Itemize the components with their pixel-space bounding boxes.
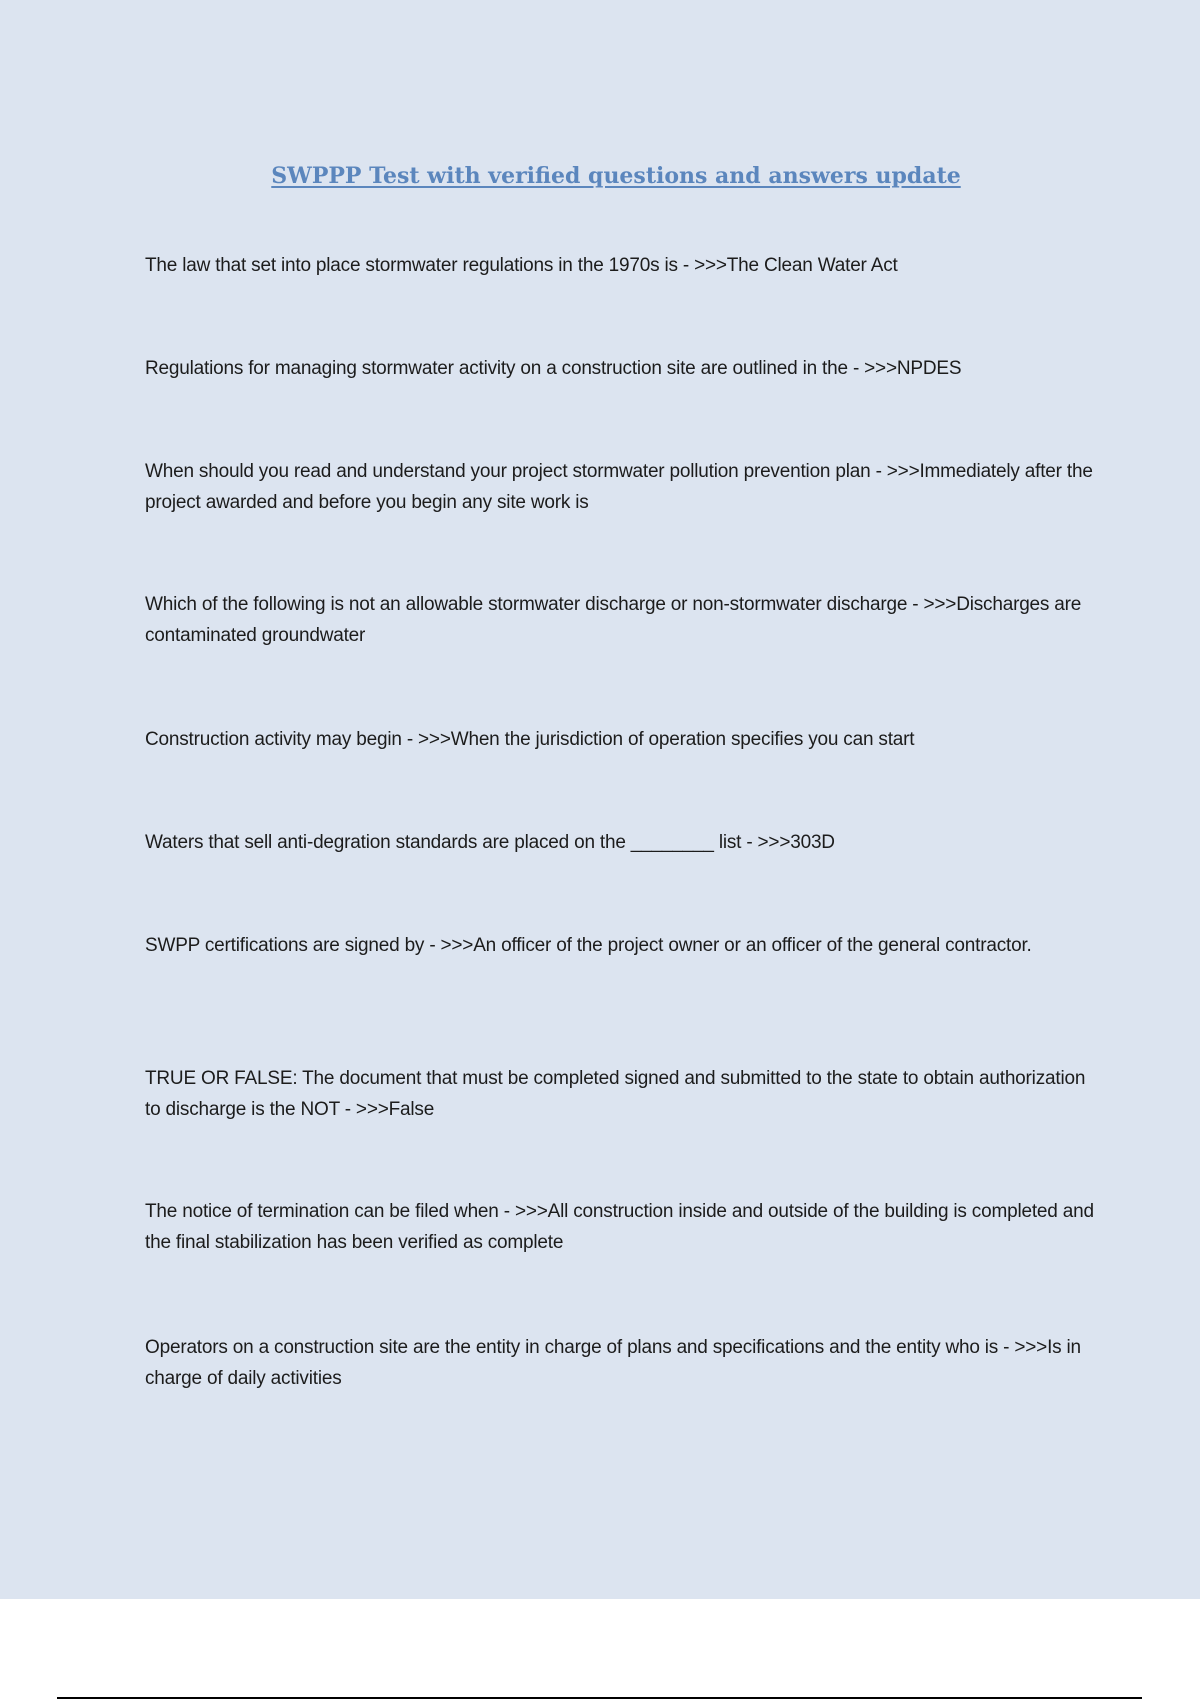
qa-item: Regulations for managing stormwater activity on a construction site are outlined in the - >>>NPDES <box>145 358 962 379</box>
qa-item: Waters that sell anti-degration standards are placed on the ________ list - >>>303D <box>145 832 835 853</box>
qa-item: Operators on a construction site are the entity in charge of plans and specifications and the entity who is - >>>Is in charge of daily activities <box>145 1337 1081 1389</box>
qa-item: Construction activity may begin - >>>When the jurisdiction of operation specifies you can start <box>145 729 915 750</box>
qa-item: The notice of termination can be filed when - >>>All construction inside and outside of the building is completed and the final stabilization has been verified as complete <box>145 1201 1094 1253</box>
document-title: SWPPP Test with verified questions and answers update <box>271 163 961 189</box>
qa-item: TRUE OR FALSE: The document that must be completed signed and submitted to the state to obtain authorization to discharge is the NOT - >>>False <box>145 1068 1086 1120</box>
footer-rule <box>57 1697 1142 1699</box>
qa-item: SWPP certifications are signed by - >>>An officer of the project owner or an officer of the general contractor. <box>145 935 1032 956</box>
qa-item: The law that set into place stormwater regulations in the 1970s is - >>>The Clean Water Act <box>145 255 898 276</box>
qa-item: When should you read and understand your project stormwater pollution prevention plan - >>>Immediately after the project awarded and before you begin any site work is <box>145 461 1093 513</box>
qa-item: Which of the following is not an allowable stormwater discharge or non-stormwater discharge - >>>Discharges are contaminated groundwater <box>145 594 1082 646</box>
